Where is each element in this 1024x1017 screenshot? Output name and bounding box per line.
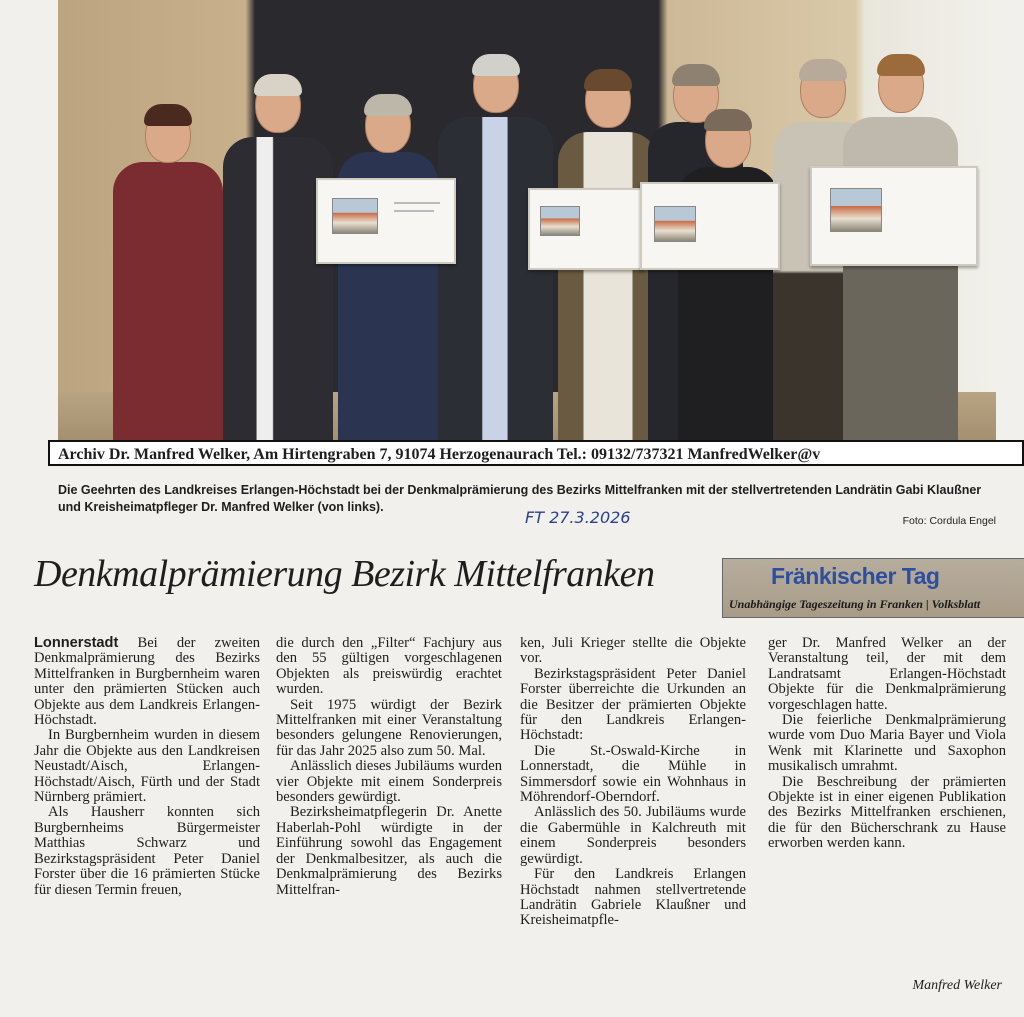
paragraph: In Burgbernheim wurden in diesem Jahr die Objekte aus den Landkreisen Neustadt/Aisch, Erlangen-Höchstadt/Aisch, Fürth und der Stadt Nürnberg prämiert. bbox=[34, 727, 260, 806]
paragraph: Die feierliche Denkmalprämierung wurde vom Duo Maria Bayer und Viola Wenk mit Klarinette und Saxophon musikalisch umrahmt. bbox=[768, 712, 1006, 775]
author-signature: Manfred Welker bbox=[912, 978, 1002, 993]
article-column-2 bbox=[276, 636, 502, 898]
certificate-2 bbox=[528, 188, 644, 270]
paragraph: Anlässlich des 50. Jubiläums wurde die Gabermühle in Kalchreuth mit einem Sonderpreis besonders gewürdigt. bbox=[520, 804, 746, 867]
paragraph: Die Beschreibung der prämierten Objekte ist in einer eigenen Publikation des Bezirks Mittelfranken erschienen, die für den Bücherschrank zu Hause erworben werden kann. bbox=[768, 773, 1006, 852]
newspaper-name: Fränkischer Tag bbox=[771, 563, 940, 589]
archive-credit-bar: Archiv Dr. Manfred Welker, Am Hirtengraben 7, 91074 Herzogenaurach Tel.: 09132/737321 ManfredWelker@v bbox=[48, 440, 1024, 466]
dateline: Lonnerstadt bbox=[34, 635, 119, 651]
paragraph: Die St.-Oswald-Kirche in Lonnerstadt, die Mühle in Simmersdorf sowie ein Wohnhaus in Möhrendorf-Oberndorf. bbox=[520, 742, 746, 806]
paragraph: Für den Landkreis Erlangen Höchstadt nahmen stellvertretende Landrätin Gabriele Klaußner und Kreisheimatpfle- bbox=[520, 866, 746, 929]
photo-caption: Die Geehrten des Landkreises Erlangen-Höchstadt bei der Denkmalprämierung des Bezirks Mittelfranken mit der stellvertretenden Landrätin Gabi Klaußner und Kreisheimatpfleger Dr. Manfred Welker (von links). bbox=[58, 483, 982, 514]
handwritten-date-note: FT 27.3.2026 bbox=[525, 508, 631, 527]
article-column-3 bbox=[520, 636, 746, 929]
paragraph: Anlässlich dieses Jubiläums wurden vier Objekte mit einem Sonderpreis besonders gewürdigt. bbox=[276, 758, 502, 806]
group-photo bbox=[58, 0, 996, 452]
paragraph: Bezirksheimatpflegerin Dr. Anette Haberlah-Pohl würdigte in der Einführung sowohl das Engagement der Denkmalbesitzer, als auch die Denkmalprämierung des Bezirks Mittelfran- bbox=[276, 804, 502, 898]
photo-credit: Foto: Cordula Engel bbox=[902, 515, 996, 527]
certificate-3 bbox=[640, 182, 780, 270]
person-7 bbox=[678, 112, 778, 452]
paragraph: Lonnerstadt Bei der zweiten Denkmalprämierung des Bezirks Mittelfranken in Burgbernheim waren unter den prämierten Stücken auch Objekte aus dem Landkreis Erlangen-Höchstadt. bbox=[34, 635, 261, 729]
paragraph: Bezirkstagspräsident Peter Daniel Forster überreichte die Urkunden an die Besitzer der prämierten Objekte für den Landkreis Erlangen-Höchstadt: bbox=[520, 665, 746, 744]
newspaper-logo bbox=[722, 558, 1024, 618]
article-column-1 bbox=[34, 636, 260, 898]
article-headline: Denkmalprämierung Bezirk Mittelfranken bbox=[34, 553, 655, 595]
paragraph: Als Hausherr konnten sich Burgbernheims Bürgermeister Matthias Schwarz und Bezirkstagspräsident Peter Daniel Forster über die 16 prämierten Stücke für diesen Termin freuen, bbox=[34, 804, 260, 898]
paragraph: Seit 1975 würdigt der Bezirk Mittelfranken mit einer Veranstaltung besonders gelungene Renovierungen, für das Jahr 2025 also zum 50. Mal. bbox=[276, 696, 502, 759]
article-column-4 bbox=[768, 636, 1006, 852]
person-3 bbox=[338, 97, 438, 452]
paragraph: ger Dr. Manfred Welker an der Veranstaltung teil, der mit dem Landratsamt Erlangen-Höchstadt Objekte für die Denkmalprämierung vorgeschlagen hatte. bbox=[768, 635, 1006, 713]
person-1 bbox=[113, 107, 223, 452]
person-2 bbox=[223, 77, 333, 452]
certificate-4 bbox=[810, 166, 978, 266]
paragraph: ken, Juli Krieger stellte die Objekte vor. bbox=[520, 635, 746, 667]
certificate-1 bbox=[316, 178, 456, 264]
paragraph: die durch den „Filter“ Fachjury aus den 55 gültigen vorgeschlagenen Objekten als preiswürdig erachtet wurden. bbox=[276, 635, 502, 698]
newspaper-tagline: Unabhängige Tageszeitung in Franken | Volksblatt bbox=[729, 597, 981, 611]
